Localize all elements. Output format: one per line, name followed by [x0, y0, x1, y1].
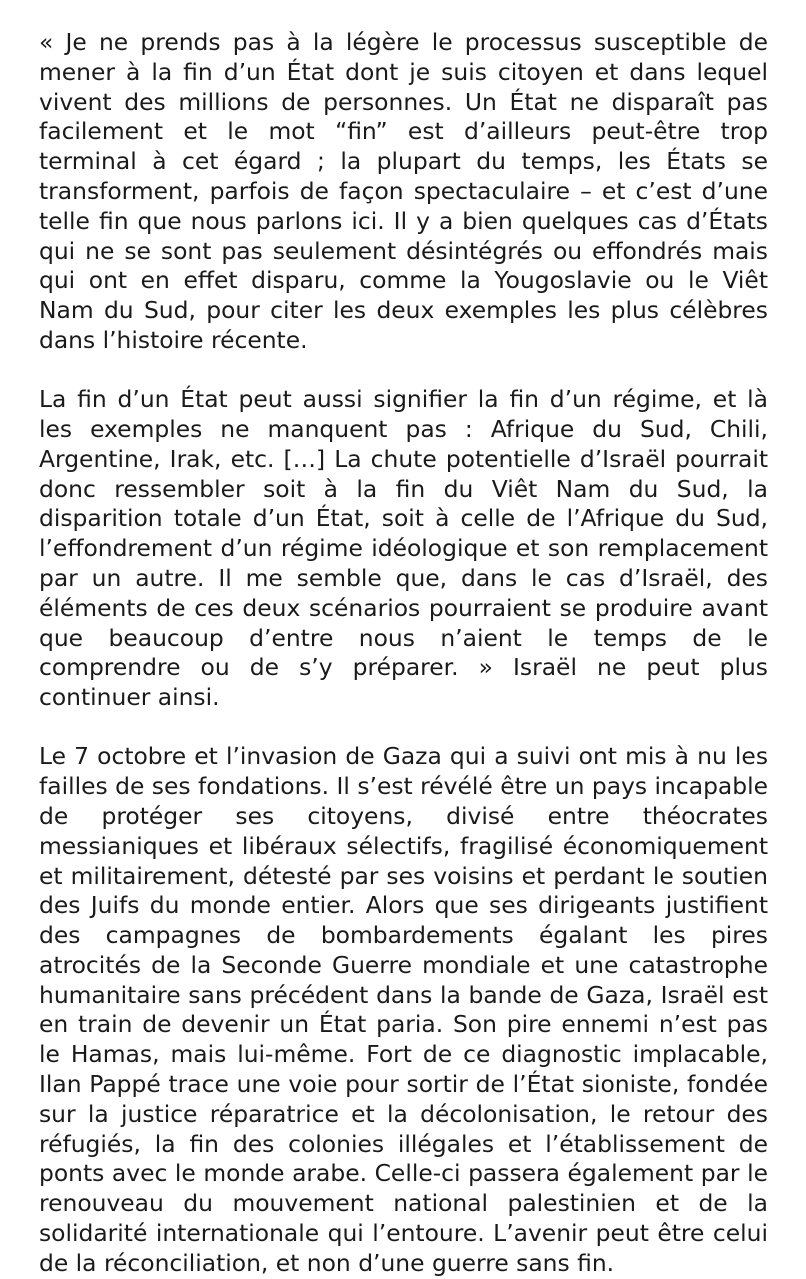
paragraph-quote-end-of-state: « Je ne prends pas à la légère le processus susceptible de mener à la fin d’un État dont je suis citoyen et dans lequel vivent des millions de personnes. Un État ne disparaît pas facilement et le mot “fin” est d’ailleurs peut-être trop terminal à cet égard ; la plupart du temps, les États se transforment, parfois de façon spectaculaire – et c’est d’une telle fin que nous parlons ici. Il y a bien quelques cas d’États qui ne se sont pas seulement désintégrés ou effondrés mais qui ont en effet disparu, comme la Yougoslavie ou le Viêt Nam du Sud, pour citer les deux exemples les plus célèbres dans l’histoire récente. — [39, 28, 768, 354]
paragraph-end-of-regime: La fin d’un État peut aussi signifier la fin d’un régime, et là les exemples ne manquent pas : Afrique du Sud, Chili, Argentine, Irak, etc. […] La chute potentielle d’Israël pourrait donc ressembler soit à la fin du Viêt Nam du Sud, la disparition totale d’un État, soit à celle de l’Afrique du Sud, l’effondrement d’un régime idéologique et son remplacement par un autre. Il me semble que, dans le cas d’Israël, des éléments de ces deux scénarios pourraient se produire avant que beaucoup d’entre nous n’aient le temps de le comprendre ou de s’y préparer. » Israël ne peut plus continuer ainsi. — [39, 385, 768, 712]
paragraph-october-seventh: Le 7 octobre et l’invasion de Gaza qui a suivi ont mis à nu les failles de ses fondations. Il s’est révélé être un pays incapable de protéger ses citoyens, divisé entre théocrates messianiques et libéraux sélectifs, fragilisé économiquement et militairement, détesté par ses voisins et perdant le soutien des Juifs du monde entier. Alors que ses dirigeants justifient des campagnes de bombardements égalant les pires atrocités de la Seconde Guerre mondiale et une catastrophe humanitaire sans précédent dans la bande de Gaza, Israël est en train de devenir un État paria. Son pire ennemi n’est pas le Hamas, mais lui-même. Fort de ce diagnostic implacable, Ilan Pappé trace une voie pour sortir de l’État sioniste, fondée sur la justice réparatrice et la décolonisation, le retour des réfugiés, la fin des colonies illégales et l’établissement de ponts avec le monde arabe. Celle-ci passera également par le renouveau du mouvement national palestinien et de la solidarité internationale qui l’entoure. L’avenir peut être celui de la réconciliation, et non d’une guerre sans fin. — [39, 742, 768, 1277]
